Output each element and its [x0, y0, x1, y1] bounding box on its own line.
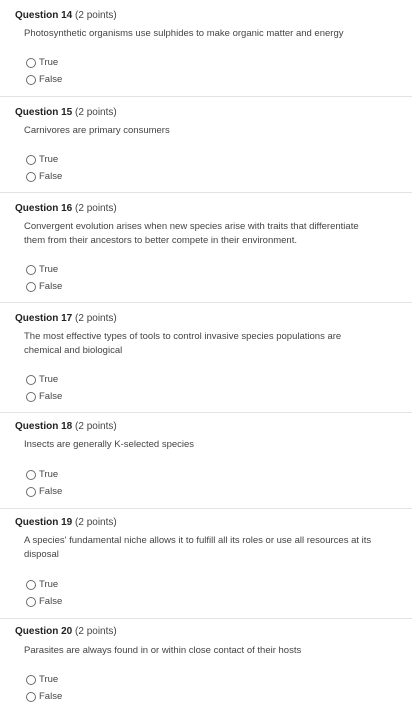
- question-header: [15, 625, 117, 638]
- question-points: (2 points): [75, 421, 117, 432]
- option-true[interactable]: [26, 373, 58, 386]
- question-text: Insects are generally K-selected species: [24, 439, 195, 450]
- radio-button-icon[interactable]: [26, 375, 36, 385]
- option-false[interactable]: [26, 390, 62, 403]
- option-false[interactable]: [26, 690, 62, 703]
- radio-button-icon[interactable]: [26, 392, 36, 402]
- option-true[interactable]: [26, 153, 58, 166]
- question-text: Parasites are always found in or within close contact of their hosts: [24, 645, 302, 656]
- question-points: (2 points): [75, 626, 117, 637]
- question-header: [15, 312, 117, 325]
- question-text: A species' fundamental niche allows it to fulfill all its roles or use all resources at its disposal: [24, 535, 372, 560]
- question-header: [15, 202, 117, 215]
- question-points: (2 points): [75, 10, 117, 21]
- radio-button-icon[interactable]: [26, 282, 36, 292]
- radio-button-icon[interactable]: [26, 75, 36, 85]
- option-false[interactable]: [26, 595, 62, 608]
- option-label: True: [39, 579, 59, 590]
- option-label: False: [39, 171, 63, 182]
- question-points: (2 points): [75, 107, 117, 118]
- question-20: [0, 618, 412, 724]
- option-true[interactable]: [26, 468, 58, 481]
- radio-button-icon[interactable]: [26, 265, 36, 275]
- question-header: [15, 420, 117, 433]
- option-label: True: [39, 469, 59, 480]
- question-number: Question 15: [15, 107, 73, 118]
- question-header: [15, 516, 117, 529]
- question-text: Photosynthetic organisms use sulphides to make organic matter and energy: [24, 28, 344, 39]
- question-16: [0, 192, 412, 303]
- question-text: The most effective types of tools to control invasive species populations are chemical and biological: [24, 331, 342, 356]
- question-number: Question 18: [15, 421, 73, 432]
- question-number: Question 20: [15, 626, 73, 637]
- option-label: False: [39, 281, 63, 292]
- radio-button-icon[interactable]: [26, 172, 36, 182]
- option-label: True: [39, 374, 59, 385]
- radio-button-icon[interactable]: [26, 580, 36, 590]
- option-label: False: [39, 691, 63, 702]
- radio-button-icon[interactable]: [26, 692, 36, 702]
- question-17: [0, 302, 412, 413]
- option-label: True: [39, 674, 59, 685]
- option-label: True: [39, 57, 59, 68]
- option-false[interactable]: [26, 485, 62, 498]
- option-false[interactable]: [26, 170, 62, 183]
- question-14: [0, 0, 412, 95]
- option-false[interactable]: [26, 280, 62, 293]
- option-label: False: [39, 486, 63, 497]
- question-number: Question 19: [15, 517, 73, 528]
- question-text: Carnivores are primary consumers: [24, 125, 170, 136]
- question-15: [0, 96, 412, 193]
- option-label: True: [39, 154, 59, 165]
- question-number: Question 16: [15, 203, 73, 214]
- option-true[interactable]: [26, 56, 58, 69]
- question-points: (2 points): [75, 313, 117, 324]
- radio-button-icon[interactable]: [26, 487, 36, 497]
- question-18: [0, 412, 412, 509]
- radio-button-icon[interactable]: [26, 470, 36, 480]
- question-header: [15, 106, 117, 119]
- option-false[interactable]: [26, 73, 62, 86]
- option-label: False: [39, 74, 63, 85]
- option-label: False: [39, 391, 63, 402]
- radio-button-icon[interactable]: [26, 675, 36, 685]
- question-text: Convergent evolution arises when new species arise with traits that differentiate them from their ancestors to better compete in their environment.: [24, 221, 359, 246]
- question-header: [15, 9, 117, 22]
- radio-button-icon[interactable]: [26, 597, 36, 607]
- radio-button-icon[interactable]: [26, 58, 36, 68]
- question-points: (2 points): [75, 203, 117, 214]
- radio-button-icon[interactable]: [26, 155, 36, 165]
- question-number: Question 14: [15, 10, 73, 21]
- question-number: Question 17: [15, 313, 73, 324]
- option-true[interactable]: [26, 578, 58, 591]
- option-label: False: [39, 596, 63, 607]
- option-label: True: [39, 264, 59, 275]
- question-19: [0, 508, 412, 619]
- option-true[interactable]: [26, 673, 58, 686]
- option-true[interactable]: [26, 263, 58, 276]
- question-points: (2 points): [75, 517, 117, 528]
